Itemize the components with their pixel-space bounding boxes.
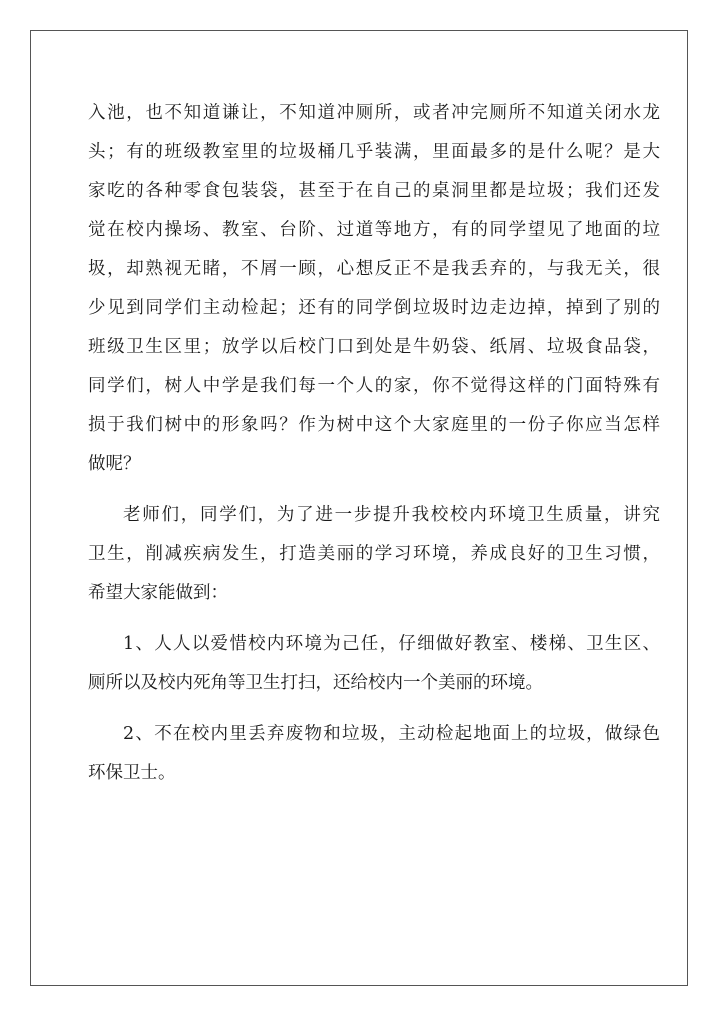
paragraph-2 — [88, 496, 660, 613]
paragraph-4 — [88, 715, 660, 793]
text-line: 家吃的各种零食包装袋，甚至于在自己的桌洞里都是垃圾；我们还发 — [88, 181, 660, 201]
text-line: 卫生，削减疾病发生，打造美丽的学习环境，养成良好的卫生习惯， — [88, 544, 660, 564]
paragraph-1 — [88, 94, 660, 484]
text-line: 厕所以及校内死角等卫生打扫，还给校内一个美丽的环境。 — [88, 673, 543, 693]
text-line: 环保卫士。 — [88, 763, 176, 783]
text-line: 觉在校内操场、教室、台阶、过道等地方，有的同学望见了地面的垃 — [88, 220, 660, 240]
text-line: 入池，也不知道谦让，不知道冲厕所，或者冲完厕所不知道关闭水龙 — [88, 103, 660, 123]
text-line: 班级卫生区里；放学以后校门口到处是牛奶袋、纸屑、垃圾食品袋， — [88, 337, 660, 357]
text-line: 损于我们树中的形象吗？作为树中这个大家庭里的一份子你应当怎样 — [88, 415, 660, 435]
text-line: 1、人人以爱惜校内环境为己任，仔细做好教室、楼梯、卫生区、 — [123, 634, 660, 654]
document-body — [88, 94, 660, 793]
text-line: 少见到同学们主动检起；还有的同学倒垃圾时边走边掉，掉到了别的 — [88, 298, 660, 318]
text-line: 同学们，树人中学是我们每一个人的家，你不觉得这样的门面特殊有 — [88, 376, 660, 396]
text-line: 2、不在校内里丢弃废物和垃圾，主动检起地面上的垃圾，做绿色 — [123, 724, 660, 744]
text-line: 希望大家能做到： — [88, 583, 228, 603]
text-line: 头；有的班级教室里的垃圾桶几乎装满，里面最多的是什么呢？是大 — [88, 142, 660, 162]
text-line: 做呢？ — [88, 454, 141, 474]
text-line: 圾，却熟视无睹，不屑一顾，心想反正不是我丢弃的，与我无关，很 — [88, 259, 660, 279]
paragraph-3 — [88, 625, 660, 703]
text-line: 老师们，同学们，为了进一步提升我校校内环境卫生质量，讲究 — [123, 505, 660, 525]
